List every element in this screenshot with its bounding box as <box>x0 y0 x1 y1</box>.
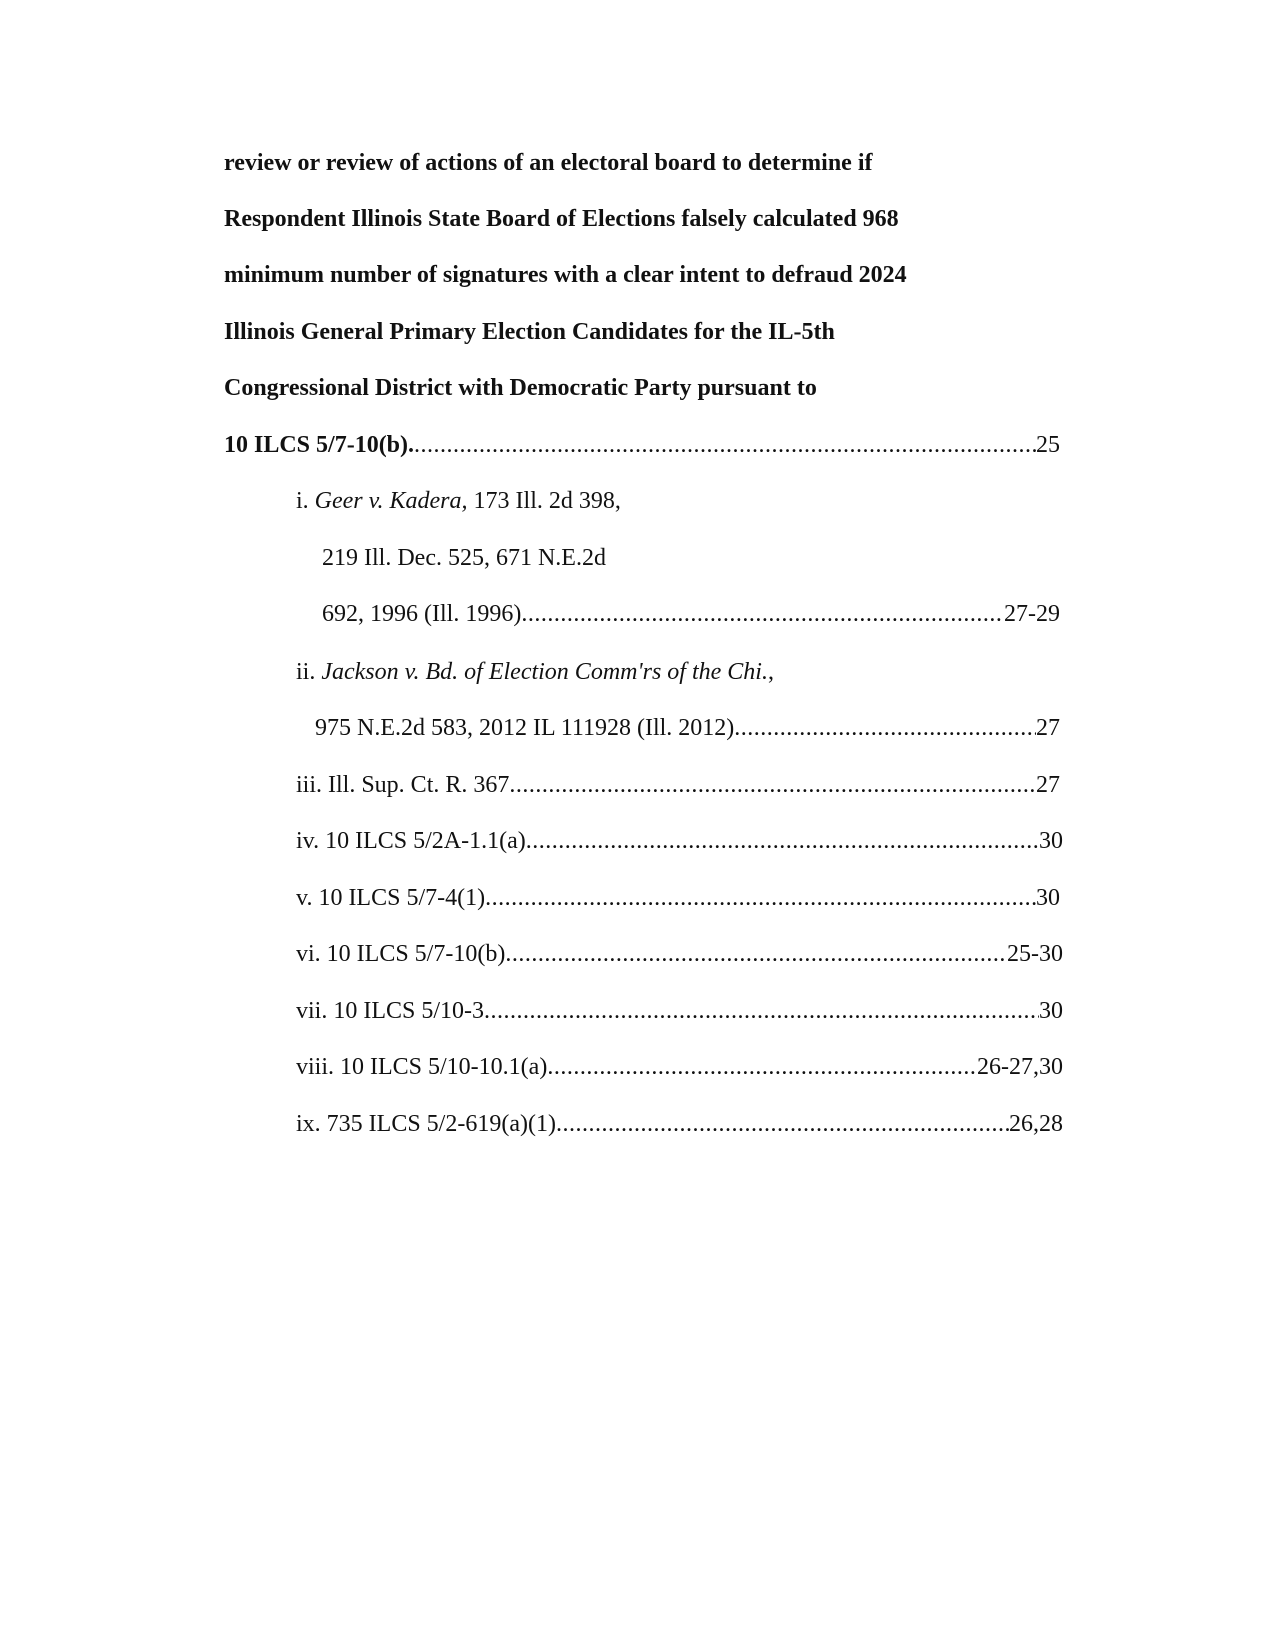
citation-text: 173 Ill. 2d 398, <box>467 488 621 514</box>
heading-line-1: review or review of actions of an electoral board to determine if <box>224 150 873 176</box>
page-number: 25-30 <box>1007 941 1063 967</box>
page-number: 26,28 <box>1009 1111 1063 1137</box>
case-name: Jackson v. Bd. of Election Comm'rs of the Chi. <box>321 659 768 685</box>
citation-text: ix. 735 ILCS 5/2-619(a)(1) <box>296 1111 556 1137</box>
citation-text: vii. 10 ILCS 5/10-3 <box>296 998 485 1024</box>
toc-entry-geer-line-3 <box>322 599 1060 629</box>
dot-leader <box>547 1052 977 1082</box>
toc-entry-2a-1-1 <box>296 826 1063 856</box>
dot-leader <box>414 430 1036 460</box>
page-number: 30 <box>1039 828 1063 854</box>
toc-entry-10-10-1 <box>296 1052 1063 1082</box>
toc-entry-7-4 <box>296 883 1060 913</box>
dot-leader <box>485 883 1036 913</box>
heading-line-3: minimum number of signatures with a clear intent to defraud 2024 <box>224 262 907 288</box>
heading-line-4: Illinois General Primary Election Candidates for the IL-5th <box>224 319 835 345</box>
toc-entry-rule-367 <box>296 770 1060 800</box>
citation-text: 692, 1996 (Ill. 1996) <box>322 601 522 627</box>
page-number: 27 <box>1036 772 1060 798</box>
dot-leader <box>509 770 1036 800</box>
entry-marker: ii. <box>296 659 322 685</box>
page-number: 26-27,30 <box>977 1054 1063 1080</box>
dot-leader <box>734 713 1036 743</box>
page-number: 30 <box>1036 885 1060 911</box>
case-name: Geer v. Kadera, <box>314 488 468 514</box>
toc-entry-10-3 <box>296 996 1063 1026</box>
dot-leader <box>556 1109 1009 1139</box>
page-number: 30 <box>1039 998 1063 1024</box>
toc-entry-7-10 <box>296 939 1063 969</box>
dot-leader <box>521 599 1004 629</box>
heading-line-5: Congressional District with Democratic Party pursuant to <box>224 375 817 401</box>
toc-entry-2-619 <box>296 1109 1063 1139</box>
citation-text: , <box>767 659 774 685</box>
entry-marker: i. <box>296 488 315 514</box>
toc-entry-jackson-line-2 <box>315 713 1060 743</box>
citation-text: iii. Ill. Sup. Ct. R. 367 <box>296 772 510 798</box>
toc-heading-entry <box>224 430 1060 460</box>
page-number: 27 <box>1036 715 1060 741</box>
page-number: 27-29 <box>1004 601 1060 627</box>
heading-line-2: Respondent Illinois State Board of Elections falsely calculated 968 <box>224 206 899 232</box>
heading-statute: 10 ILCS 5/7-10(b). <box>224 432 415 458</box>
citation-text: 975 N.E.2d 583, 2012 IL 111928 (Ill. 2012) <box>315 715 735 741</box>
dot-leader <box>505 939 1007 969</box>
citation-text: vi. 10 ILCS 5/7-10(b) <box>296 941 506 967</box>
toc-entry-geer-line-2: 219 Ill. Dec. 525, 671 N.E.2d <box>322 545 606 571</box>
citation-text: viii. 10 ILCS 5/10-10.1(a) <box>296 1054 548 1080</box>
toc-entry-jackson-line-1 <box>296 657 774 687</box>
citation-text: iv. 10 ILCS 5/2A-1.1(a) <box>296 828 526 854</box>
dot-leader <box>484 996 1039 1026</box>
page-number: 25 <box>1036 432 1060 458</box>
dot-leader <box>526 826 1039 856</box>
toc-entry-geer-line-1 <box>296 486 621 516</box>
citation-text: v. 10 ILCS 5/7-4(1) <box>296 885 486 911</box>
